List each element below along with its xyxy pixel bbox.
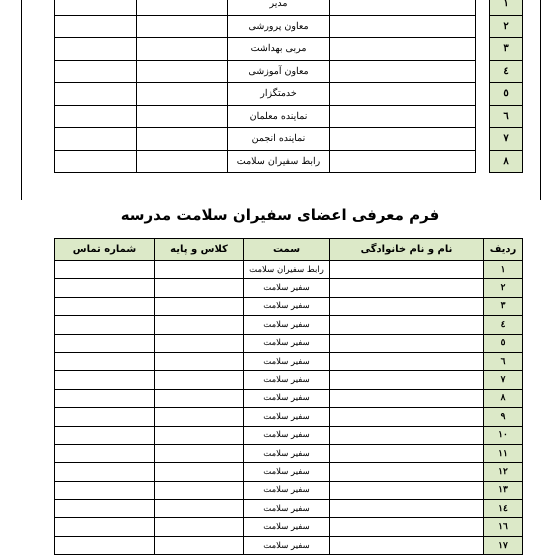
class-grade-cell [155,463,244,481]
staff-name-cell [330,83,476,106]
staff-blank-cell [55,0,137,15]
ambassador-row [55,500,523,518]
ambassador-row [55,408,523,426]
ambassador-row [55,426,523,444]
row-number: ۸ [484,389,523,407]
phone-cell [55,316,155,334]
separator-cell [476,128,490,151]
position-cell: سفیر سلامت [244,352,330,370]
position-cell: سفیر سلامت [244,408,330,426]
separator-cell [476,0,490,15]
class-grade-cell [155,297,244,315]
phone-cell [55,371,155,389]
staff-row [55,105,523,128]
staff-role-cell: مدیر [228,0,330,15]
staff-row [55,15,523,38]
phone-cell [55,297,155,315]
staff-role-cell: رابط سفیران سلامت [228,150,330,173]
phone-cell [55,518,155,536]
row-number: ۲ [490,15,523,38]
row-number: ۲ [484,279,523,297]
ambassador-row [55,334,523,352]
ambassador-row [55,297,523,315]
staff-blank-cell [137,15,228,38]
class-grade-cell [155,536,244,554]
staff-table [54,0,523,173]
class-grade-cell [155,426,244,444]
staff-role-cell: معاون آموزشی [228,60,330,83]
ambassador-row [55,279,523,297]
full-name-cell [330,481,484,499]
row-number: ۱۳ [484,481,523,499]
staff-name-cell [330,0,476,15]
staff-blank-cell [137,0,228,15]
row-number: ۷ [490,128,523,151]
position-cell: سفیر سلامت [244,481,330,499]
full-name-cell [330,261,484,279]
staff-row [55,150,523,173]
position-cell: سفیر سلامت [244,426,330,444]
row-number: ۷ [484,371,523,389]
phone-cell [55,444,155,462]
staff-name-cell [330,150,476,173]
full-name-cell [330,297,484,315]
ambassador-row [55,444,523,462]
ambassador-row [55,389,523,407]
header-position: سمت [244,239,330,261]
full-name-cell [330,352,484,370]
class-grade-cell [155,500,244,518]
class-grade-cell [155,261,244,279]
position-cell: سفیر سلامت [244,500,330,518]
staff-blank-cell [55,150,137,173]
row-number: ۱۲ [484,463,523,481]
phone-cell [55,481,155,499]
separator-cell [476,105,490,128]
full-name-cell [330,408,484,426]
ambassador-row [55,371,523,389]
row-number: ۳ [490,38,523,61]
separator-cell [476,60,490,83]
staff-name-cell [330,38,476,61]
full-name-cell [330,463,484,481]
position-cell: سفیر سلامت [244,371,330,389]
staff-blank-cell [55,83,137,106]
ambassador-row [55,316,523,334]
row-number: ۹ [484,408,523,426]
staff-name-cell [330,128,476,151]
phone-cell [55,536,155,554]
row-number: ۱۰ [484,426,523,444]
full-name-cell [330,500,484,518]
position-cell: سفیر سلامت [244,444,330,462]
phone-cell [55,334,155,352]
ambassadors-table [54,238,523,555]
staff-blank-cell [55,105,137,128]
position-cell: سفیر سلامت [244,316,330,334]
row-number: ۱۱ [484,444,523,462]
position-cell: سفیر سلامت [244,334,330,352]
full-name-cell [330,536,484,554]
position-cell: سفیر سلامت [244,279,330,297]
phone-cell [55,279,155,297]
staff-row [55,83,523,106]
separator-cell [476,15,490,38]
full-name-cell [330,444,484,462]
full-name-cell [330,389,484,407]
ambassadors-header-row [55,239,523,261]
ambassador-row [55,536,523,554]
class-grade-cell [155,279,244,297]
row-number: ۱٤ [484,500,523,518]
staff-name-cell [330,15,476,38]
staff-blank-cell [137,128,228,151]
full-name-cell [330,518,484,536]
class-grade-cell [155,352,244,370]
row-number: ٤ [490,60,523,83]
ambassador-row [55,352,523,370]
header-row-number: ردیف [484,239,523,261]
staff-blank-cell [55,128,137,151]
ambassador-row [55,481,523,499]
staff-blank-cell [55,60,137,83]
staff-role-cell: خدمتگزار [228,83,330,106]
row-number: ٥ [484,334,523,352]
row-number: ۱۷ [484,536,523,554]
staff-row [55,60,523,83]
header-class-grade: کلاس و پایه [155,239,244,261]
class-grade-cell [155,371,244,389]
class-grade-cell [155,316,244,334]
staff-blank-cell [55,38,137,61]
row-number: ٦ [490,105,523,128]
class-grade-cell [155,518,244,536]
row-number: ۳ [484,297,523,315]
class-grade-cell [155,389,244,407]
staff-row [55,38,523,61]
full-name-cell [330,316,484,334]
separator-cell [476,150,490,173]
phone-cell [55,352,155,370]
staff-name-cell [330,60,476,83]
page-border-left [21,0,22,200]
phone-cell [55,408,155,426]
form-title: فرم معرفی اعضای سفیران سلامت مدرسه [120,206,440,224]
staff-role-cell: مربی بهداشت [228,38,330,61]
class-grade-cell [155,444,244,462]
row-number: ۱٦ [484,518,523,536]
position-cell: رابط سفیران سلامت [244,261,330,279]
phone-cell [55,261,155,279]
class-grade-cell [155,481,244,499]
separator-cell [476,38,490,61]
ambassador-row [55,261,523,279]
row-number: ٥ [490,83,523,106]
staff-row [55,0,523,15]
class-grade-cell [155,334,244,352]
full-name-cell [330,334,484,352]
staff-blank-cell [137,83,228,106]
phone-cell [55,426,155,444]
header-phone: شماره تماس [55,239,155,261]
staff-blank-cell [137,105,228,128]
row-number: ۸ [490,150,523,173]
ambassador-row [55,518,523,536]
separator-cell [476,83,490,106]
position-cell: سفیر سلامت [244,463,330,481]
ambassador-row [55,463,523,481]
full-name-cell [330,426,484,444]
full-name-cell [330,371,484,389]
staff-row [55,128,523,151]
page-border-right [540,0,541,200]
staff-blank-cell [137,150,228,173]
header-full-name: نام و نام خانوادگی [330,239,484,261]
row-number: ٦ [484,352,523,370]
phone-cell [55,463,155,481]
position-cell: سفیر سلامت [244,536,330,554]
position-cell: سفیر سلامت [244,389,330,407]
class-grade-cell [155,408,244,426]
staff-role-cell: نماینده معلمان [228,105,330,128]
staff-name-cell [330,105,476,128]
row-number: ٤ [484,316,523,334]
staff-blank-cell [137,60,228,83]
row-number: ۱ [484,261,523,279]
staff-blank-cell [55,15,137,38]
row-number: ۱ [490,0,523,15]
staff-blank-cell [137,38,228,61]
staff-role-cell: معاون پرورشی [228,15,330,38]
position-cell: سفیر سلامت [244,518,330,536]
phone-cell [55,389,155,407]
phone-cell [55,500,155,518]
full-name-cell [330,279,484,297]
position-cell: سفیر سلامت [244,297,330,315]
staff-role-cell: نماینده انجمن [228,128,330,151]
